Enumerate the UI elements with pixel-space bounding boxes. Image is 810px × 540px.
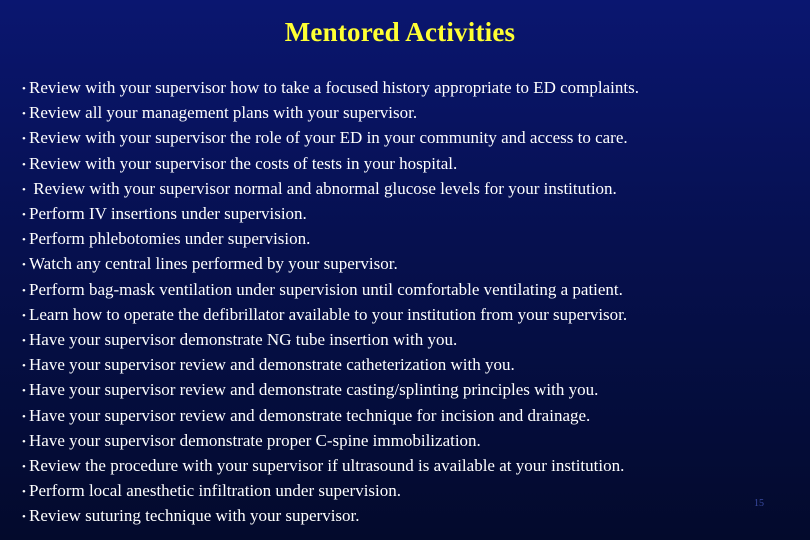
bullet-text: Have your supervisor review and demonstrate technique for incision and drainage. <box>29 405 591 425</box>
bullet-marker: • <box>22 83 26 95</box>
bullet-item <box>22 278 639 303</box>
bullet-marker: • <box>22 360 26 373</box>
slide-title: Mentored Activities <box>284 17 516 47</box>
bullet-text: Perform IV insertions under supervision. <box>29 204 307 224</box>
bullet-item <box>22 152 639 177</box>
bullet-marker: • <box>22 435 26 448</box>
bullet-item <box>22 479 639 504</box>
bullet-text: Review with your supervisor normal and abnormal glucose levels for your institution. <box>29 178 617 198</box>
bullet-marker: • <box>22 385 26 398</box>
bullet-item <box>22 177 639 202</box>
bullet-item <box>22 227 639 252</box>
bullet-item <box>22 126 639 151</box>
bullet-marker: • <box>22 309 26 322</box>
bullet-text: Have your supervisor review and demonstrate casting/splinting principles with you. <box>29 380 599 400</box>
bullet-item <box>22 328 639 353</box>
bullet-marker: • <box>22 335 26 348</box>
bullet-text: Review the procedure with your supervisor if ultrasound is available at your institution. <box>29 456 625 476</box>
bullet-text: Have your supervisor demonstrate NG tube insertion with you. <box>29 330 458 350</box>
bullet-item <box>22 303 639 328</box>
bullet-marker: • <box>22 234 26 247</box>
bullet-list <box>22 76 639 530</box>
bullet-marker: • <box>22 461 26 474</box>
bullet-marker: • <box>22 133 26 146</box>
bullet-item <box>22 404 639 429</box>
bullet-text: Review suturing technique with your supervisor. <box>29 506 360 526</box>
bullet-item <box>22 252 639 277</box>
bullet-item <box>22 202 639 227</box>
bullet-item <box>22 504 639 529</box>
bullet-text: Review all your management plans with your supervisor. <box>29 103 418 123</box>
bullet-marker: • <box>22 108 26 121</box>
bullet-text: Review with your supervisor the role of your ED in your community and access to care. <box>29 128 628 148</box>
bullet-item <box>22 353 639 378</box>
bullet-marker: • <box>22 183 26 196</box>
bullet-marker: • <box>22 410 26 423</box>
bullet-marker: • <box>22 284 26 297</box>
bullet-text: Perform local anesthetic infiltration under supervision. <box>29 481 402 501</box>
bullet-text: Review with your supervisor how to take a focused history appropriate to ED complaints. <box>29 78 639 97</box>
bullet-text: Perform bag-mask ventilation under supervision until comfortable ventilating a patient. <box>29 279 623 299</box>
bullet-marker: • <box>22 209 26 222</box>
bullet-item <box>22 101 639 126</box>
bullet-text: Learn how to operate the defibrillator available to your institution from your supervisor. <box>29 304 628 324</box>
bullet-marker: • <box>22 486 26 499</box>
page-number: 15 <box>754 498 764 509</box>
bullet-marker: • <box>22 511 26 524</box>
bullet-text: Have your supervisor review and demonstrate catheterization with you. <box>29 355 515 375</box>
bullet-item <box>22 429 639 454</box>
bullet-item <box>22 378 639 403</box>
bullet-text: Perform phlebotomies under supervision. <box>29 229 311 249</box>
bullet-text: Watch any central lines performed by your supervisor. <box>29 254 398 274</box>
bullet-text: Have your supervisor demonstrate proper C-spine immobilization. <box>29 430 481 450</box>
bullet-item <box>22 76 639 101</box>
bullet-text: Review with your supervisor the costs of tests in your hospital. <box>29 153 458 173</box>
bullet-item <box>22 454 639 479</box>
bullet-marker: • <box>22 158 26 171</box>
bullet-marker: • <box>22 259 26 272</box>
